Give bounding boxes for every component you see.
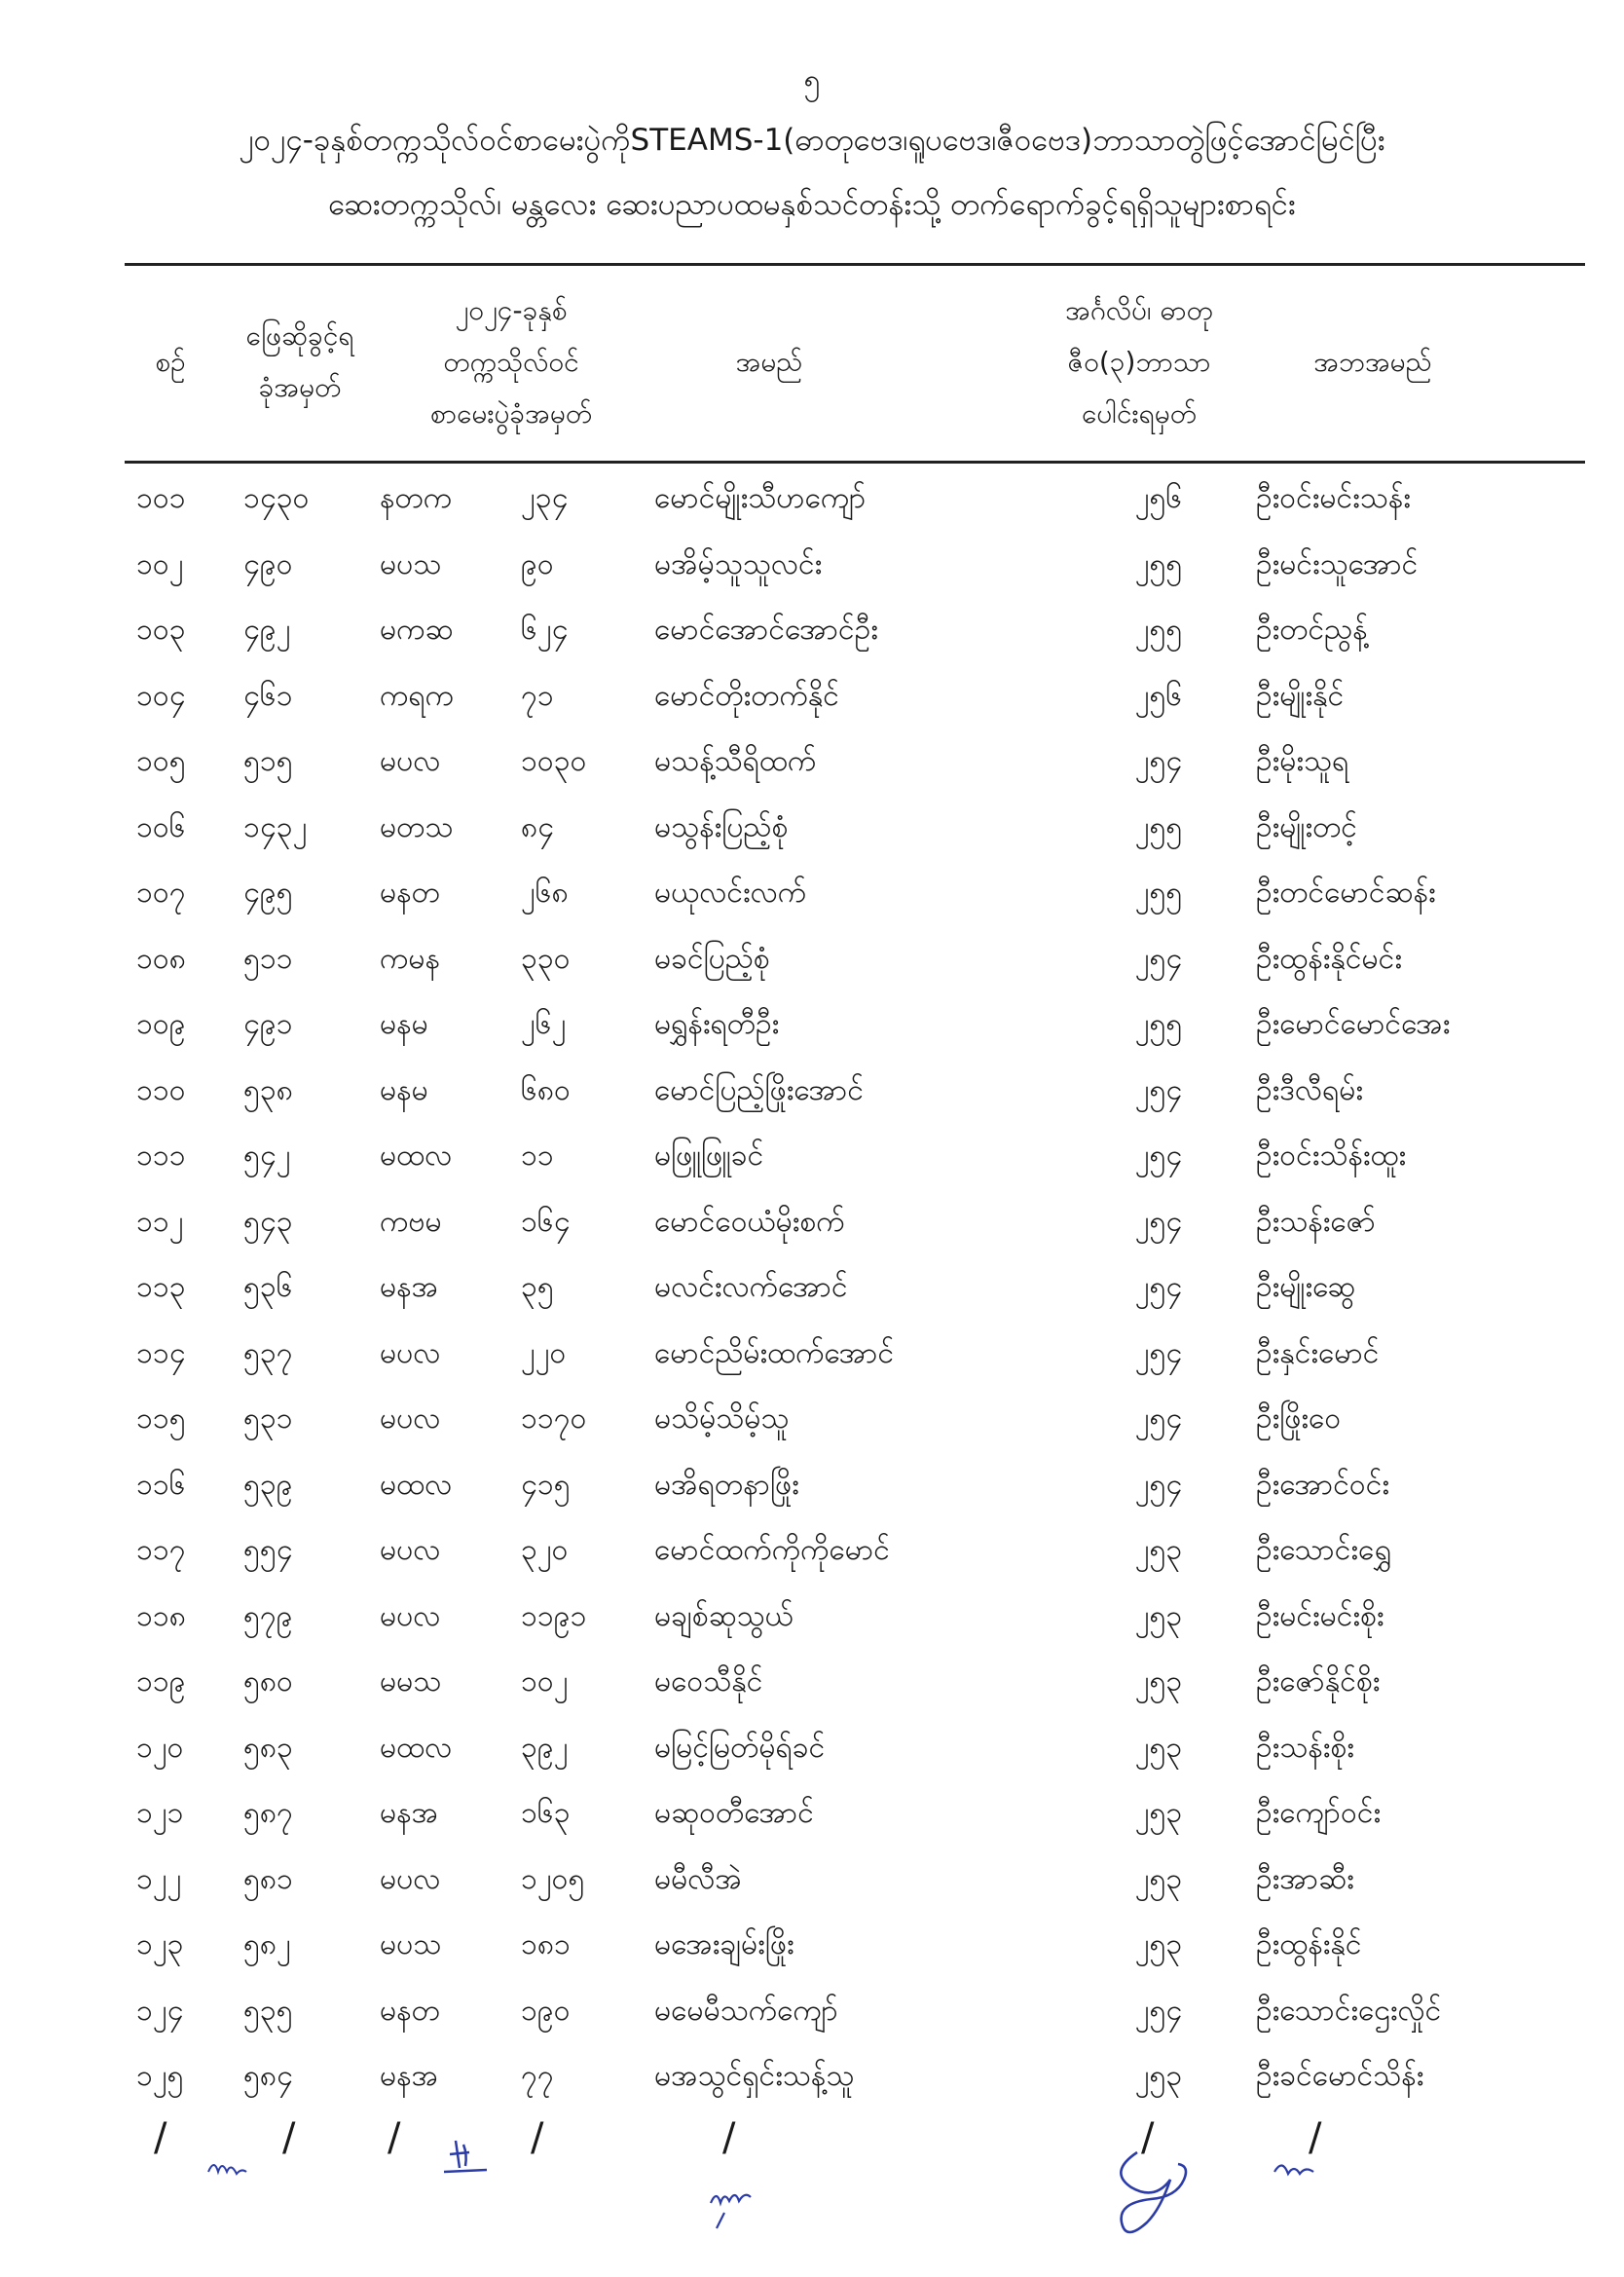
cell-exam-number: ၂၆၂ [521,1007,567,1041]
cell-father-name: ဦးထွန်းနိုင် [1256,1927,1362,1961]
cell-total-marks: ၂၅၅ [1134,876,1183,910]
cell-exam-code: မပသ [380,1927,442,1961]
header-exam-line-3: စာမေးပွဲခုံအမှတ် [429,397,593,429]
table-row [0,1978,1624,2043]
cell-roll-number: ၅၅၄ [243,1533,293,1567]
header-exam-line-1: ၂၀၂၄-ခုနှစ် [455,294,568,326]
cell-father-name: ဦးဒီလီရမ်း [1256,1072,1364,1107]
table-row [0,1517,1624,1583]
cell-father-name: ဦးအောင်ဝင်း [1256,1467,1389,1502]
cell-exam-number: ၁၂၀၅ [521,1861,585,1896]
cell-exam-number: ၁၆၃ [521,1796,571,1830]
cell-roll-number: ၅၃၉ [243,1467,293,1502]
cell-father-name: ဦးကျော်ဝင်း [1256,1796,1382,1830]
header-marks-line-1: အင်္ဂလိပ်၊ ဓာတု [1065,294,1213,326]
cell-student-name: မောင်ညိမ်းထက်အောင် [654,1335,895,1370]
cell-exam-number: ၁၉၀ [521,1993,571,2028]
cell-total-marks: ၂၅၃ [1134,1927,1183,1961]
cell-exam-number: ၁၁၇၀ [521,1401,587,1436]
cell-roll-number: ၄၉၁ [243,1007,293,1041]
cell-student-name: မဖြူဖြူခင် [654,1138,764,1173]
header-exam-seat [389,284,633,439]
cell-exam-number: ၁၆၄ [521,1204,571,1239]
cell-total-marks: ၂၅၃ [1134,1533,1183,1567]
page-title-line-2: ဆေးတက္ကသိုလ်၊ မန္တလေး ဆေးပညာပထမနှစ်သင်တန်းသို့ တက်ရောက်ခွင့်ရရှိသူများစာရင်း [328,187,1296,222]
cell-exam-number: ၈၄ [521,809,555,844]
cell-seq: ၁၀၆ [136,809,186,844]
cell-father-name: ဦးမင်းသူအောင် [1256,546,1419,581]
cell-total-marks: ၂၅၃ [1134,1796,1183,1830]
cell-exam-code: မပလ [380,744,441,778]
cell-exam-code: မတသ [380,809,454,844]
table-row [0,795,1624,860]
cell-exam-number: ၃၂၀ [521,1533,569,1567]
table-row [0,1254,1624,1320]
cell-exam-code: မနမ [380,1007,428,1041]
cell-total-marks: ၂၅၆ [1134,678,1183,713]
cell-exam-code: မထလ [380,1138,453,1173]
cell-seq: ၁၀၅ [136,744,186,778]
cell-total-marks: ၂၅၄ [1134,1270,1183,1304]
cell-exam-code: ကမန [380,941,441,976]
cell-roll-number: ၅၁၁ [243,941,293,976]
cell-seq: ၁၂၁ [136,1796,184,1830]
page-number: ၅ [803,63,821,97]
cell-total-marks: ၂၅၃ [1134,1598,1183,1633]
cell-student-name: မအသွင်ရှင်းသန့်သူ [654,2059,855,2093]
cell-seq: ၁၀၉ [136,1007,186,1041]
cell-father-name: ဦးသောင်းဌေးလှိုင် [1256,1993,1442,2028]
cell-student-name: မလင်းလက်အောင် [654,1270,848,1304]
cell-student-name: မောင်မျိုးသီဟကျော် [654,481,867,515]
cell-student-name: မမြင့်မြတ်မိုရ်ခင် [654,1730,826,1765]
cell-total-marks: ၂၅၅ [1134,809,1183,844]
table-row [0,1584,1624,1649]
tick-mark: / [1309,2115,1322,2160]
cell-total-marks: ၂၅၅ [1134,546,1183,581]
cell-student-name: မအေးချမ်းဖြိုး [654,1927,794,1961]
cell-roll-number: ၅၈၇ [243,1796,293,1830]
cell-father-name: ဦးအာဆီး [1256,1861,1354,1896]
cell-exam-number: ၁၁၉၁ [521,1598,587,1633]
cell-total-marks: ၂၅၅ [1134,613,1183,647]
cell-student-name: မသွန်းပြည့်စုံ [654,809,789,844]
cell-seq: ၁၁၀ [136,1072,186,1107]
table-row [0,1386,1624,1451]
table-row [0,1715,1624,1780]
cell-exam-code: မနတ [380,876,440,910]
table-row [0,1649,1624,1714]
cell-exam-number: ၉၀ [521,546,554,581]
cell-exam-code: မပလ [380,1533,441,1567]
cell-roll-number: ၅၈၀ [243,1664,293,1698]
cell-father-name: ဦးမိုးသူရ [1256,744,1349,778]
cell-father-name: ဦးမျိုးတင့် [1256,809,1357,844]
cell-father-name: ဦးမျိုးဆွေ [1256,1270,1356,1304]
cell-seq: ၁၀၇ [136,876,186,910]
header-roll [222,310,378,413]
cell-roll-number: ၅၈၃ [243,1730,293,1765]
initials-signature-icon [436,2133,495,2182]
cell-exam-code: ကဗမ [380,1204,442,1239]
table-row [0,1780,1624,1846]
cell-exam-number: ၆၂၄ [521,613,569,647]
header-marks [1013,284,1266,439]
cell-exam-code: မမသ [380,1664,442,1698]
cell-roll-number: ၁၄၃၂ [243,809,308,844]
cell-seq: ၁၁၈ [136,1598,186,1633]
cell-roll-number: ၁၄၃၀ [243,481,310,515]
cell-total-marks: ၂၅၃ [1134,1861,1183,1896]
cell-exam-number: ၃၉၂ [521,1730,569,1765]
cell-total-marks: ၂၅၄ [1134,941,1183,976]
cell-total-marks: ၂၅၆ [1134,481,1183,515]
cell-seq: ၁၁၃ [136,1270,186,1304]
tick-mark: / [154,2115,167,2160]
cell-roll-number: ၅၃၅ [243,1993,293,2028]
cell-total-marks: ၂၅၃ [1134,2059,1183,2093]
cell-exam-code: မနအ [380,1270,439,1304]
cell-seq: ၁၁၂ [136,1204,184,1239]
cell-father-name: ဦးဖြိုးဝေ [1256,1401,1342,1436]
cell-father-name: ဦးနှင်းမောင် [1256,1335,1380,1370]
table-row [0,1321,1624,1386]
tick-mark: / [1141,2115,1155,2160]
cell-father-name: ဦးသန်းဇော် [1256,1204,1376,1239]
cell-exam-number: ၁၀၂ [521,1664,569,1698]
cell-exam-code: မထလ [380,1467,453,1502]
cell-exam-code: နတက [380,481,453,515]
table-row [0,597,1624,662]
cell-exam-number: ၂၃၄ [521,481,569,515]
cell-student-name: မဆုဝတီအောင် [654,1796,814,1830]
table-row [0,1058,1624,1123]
cell-roll-number: ၄၉၀ [243,546,293,581]
cell-father-name: ဦးဝင်းမင်းသန်း [1256,481,1411,515]
cell-exam-number: ၇၁ [521,678,554,713]
initials-signature-icon [705,2174,773,2232]
cell-total-marks: ၂၅၅ [1134,1007,1183,1041]
cell-student-name: မောင်ပြည့်ဖြိုးအောင် [654,1072,864,1107]
cell-roll-number: ၄၆၁ [243,678,293,713]
cell-father-name: ဦးဝင်းသိန်းထူး [1256,1138,1407,1173]
cell-seq: ၁၀၈ [136,941,186,976]
table-row [0,1912,1624,1977]
initials-signature-icon [204,2152,263,2182]
cell-student-name: မောင်တိုးတက်နိုင် [654,678,839,713]
cell-total-marks: ၂၅၄ [1134,1138,1183,1173]
cell-seq: ၁၂၃ [136,1927,184,1961]
cell-exam-code: မနတ [380,1993,440,2028]
cell-exam-code: မပလ [380,1401,441,1436]
table-row [0,860,1624,925]
cell-father-name: ဦးသန်းစိုး [1256,1730,1354,1765]
table-top-rule [125,263,1585,266]
cell-roll-number: ၅၁၅ [243,744,293,778]
cell-student-name: မခင်ပြည့်စုံ [654,941,770,976]
cell-seq: ၁၁၅ [136,1401,186,1436]
cell-seq: ၁၂၄ [136,1993,184,2028]
cell-total-marks: ၂၅၄ [1134,1401,1183,1436]
cell-exam-code: ကရက [380,678,454,713]
cell-seq: ၁၀၄ [136,678,186,713]
cell-seq: ၁၂၅ [136,2059,184,2093]
table-row [0,1452,1624,1517]
cell-exam-code: မပလ [380,1335,441,1370]
table-row [0,2043,1624,2109]
cell-exam-number: ၆၈၀ [521,1072,571,1107]
tick-mark: / [531,2115,544,2160]
cell-roll-number: ၅၄၂ [243,1138,291,1173]
cell-seq: ၁၁၆ [136,1467,186,1502]
cell-exam-code: မကဆ [380,613,454,647]
header-roll-line-1: ဖြေဆိုခွင့်ရ [245,319,354,352]
cell-student-name: မယုလင်းလက် [654,876,807,910]
cell-student-name: မသန့်သီရိထက် [654,744,817,778]
header-marks-line-2: ဇီဝ(၃)ဘာသာ [1067,346,1211,378]
cell-total-marks: ၂၅၄ [1134,1204,1183,1239]
cell-seq: ၁၀၃ [136,613,186,647]
cell-seq: ၁၀၁ [136,481,186,515]
cell-roll-number: ၅၃၇ [243,1335,293,1370]
table-row [0,926,1624,991]
cell-exam-code: မပသ [380,546,442,581]
cell-roll-number: ၄၉၂ [243,613,291,647]
cell-father-name: ဦးမင်းမင်းစိုး [1256,1598,1384,1633]
cell-total-marks: ၂၅၃ [1134,1730,1183,1765]
cell-roll-number: ၅၇၉ [243,1598,293,1633]
table-row [0,466,1624,531]
cell-exam-number: ၃၅ [521,1270,554,1304]
cell-seq: ၁၁၇ [136,1533,186,1567]
cell-student-name: မရွှန်းရတီဦး [654,1007,780,1041]
table-row [0,991,1624,1057]
cell-father-name: ဦးတင်ညွန့် [1256,613,1368,647]
table-row [0,1189,1624,1254]
cell-total-marks: ၂၅၄ [1134,1335,1183,1370]
table-row [0,532,1624,597]
cell-father-name: ဦးခင်မောင်သိန်း [1256,2059,1424,2093]
cell-exam-number: ၄၁၅ [521,1467,571,1502]
cell-roll-number: ၅၄၃ [243,1204,293,1239]
cell-roll-number: ၅၃၈ [243,1072,293,1107]
cell-student-name: မအိရတနာဖြိုး [654,1467,799,1502]
cell-seq: ၁၁၁ [136,1138,186,1173]
cell-exam-number: ၃၃၀ [521,941,571,976]
cell-seq: ၁၁၉ [136,1664,186,1698]
cell-student-name: မောင်ထက်ကိုကိုမောင် [654,1533,890,1567]
header-name: အမည် [735,346,803,378]
initials-signature-icon [1271,2154,1329,2184]
tick-mark: / [388,2115,401,2160]
table-row [0,728,1624,794]
table-row [0,663,1624,728]
cell-exam-code: မနမ [380,1072,428,1107]
cell-father-name: ဦးတင်မောင်ဆန်း [1256,876,1436,910]
table-row [0,1123,1624,1188]
cell-seq: ၁၁၄ [136,1335,186,1370]
cell-total-marks: ၂၅၄ [1134,1993,1183,2028]
cell-total-marks: ၂၅၄ [1134,744,1183,778]
cell-student-name: မမီလီအဲ [654,1861,742,1896]
cell-exam-code: မနအ [380,1796,439,1830]
cell-exam-number: ၂၂၀ [521,1335,567,1370]
tick-mark: / [722,2115,736,2160]
cell-exam-number: ၁၈၁ [521,1927,571,1961]
cell-student-name: မဝေသီနိုင် [654,1664,763,1698]
cell-student-name: မောင်အောင်အောင်ဦး [654,613,878,647]
cell-seq: ၁၂၀ [136,1730,184,1765]
cell-student-name: မအိမ့်သူသူလင်း [654,546,823,581]
table-header-rule [125,461,1585,464]
signature-icon [1098,2143,1215,2250]
cell-exam-number: ၂၆၈ [521,876,569,910]
header-seq: စဉ် [155,346,186,378]
cell-exam-number: ၁၀၃၀ [521,744,587,778]
cell-roll-number: ၅၃၆ [243,1270,293,1304]
cell-roll-number: ၅၃၁ [243,1401,293,1436]
cell-roll-number: ၅၈၂ [243,1927,291,1961]
header-exam-line-2: တက္ကသိုလ်ဝင် [443,346,579,378]
cell-father-name: ဦးဇော်နိုင်စိုး [1256,1664,1381,1698]
cell-exam-code: မထလ [380,1730,453,1765]
cell-total-marks: ၂၅၄ [1134,1467,1183,1502]
cell-roll-number: ၅၈၄ [243,2059,293,2093]
cell-father-name: ဦးမောင်မောင်အေး [1256,1007,1451,1041]
cell-total-marks: ၂၅၃ [1134,1664,1183,1698]
cell-roll-number: ၄၉၅ [243,876,293,910]
cell-exam-number: ၁၁ [521,1138,554,1173]
cell-student-name: မောင်ဝေယံမိုးစက် [654,1204,845,1239]
cell-exam-code: မပလ [380,1598,441,1633]
cell-exam-code: မနအ [380,2059,439,2093]
cell-seq: ၁၀၂ [136,546,184,581]
cell-exam-number: ၇၇ [521,2059,554,2093]
cell-roll-number: ၅၈၁ [243,1861,293,1896]
cell-exam-code: မပလ [380,1861,441,1896]
cell-total-marks: ၂၅၄ [1134,1072,1183,1107]
cell-student-name: မမေမီသက်ကျော် [654,1993,838,2028]
cell-father-name: ဦးမျိုးနိုင် [1256,678,1345,713]
tick-mark: / [282,2115,296,2160]
cell-father-name: ဦးထွန်းနိုင်မင်း [1256,941,1402,976]
header-father: အဘအမည် [1313,346,1432,378]
header-marks-line-3: ပေါင်းရမှတ် [1082,397,1197,429]
page-title-line-1: ၂၀၂၄-ခုနှစ်တက္ကသိုလ်ဝင်စာမေးပွဲကိုSTEAMS-1(ဓာတုဗေဒ၊ရူပဗေဒ၊ဇီဝဗေဒ)ဘာသာတွဲဖြင့်အောင်မြင်ပြီး [239,123,1385,158]
cell-student-name: မသိမ့်သိမ့်သူ [654,1401,790,1436]
cell-father-name: ဦးသောင်းရွှေ [1256,1533,1392,1567]
cell-seq: ၁၂၂ [136,1861,182,1896]
cell-student-name: မချစ်ဆုသွယ် [654,1598,794,1633]
header-roll-line-2: ခုံအမှတ် [258,371,342,403]
table-row [0,1847,1624,1912]
